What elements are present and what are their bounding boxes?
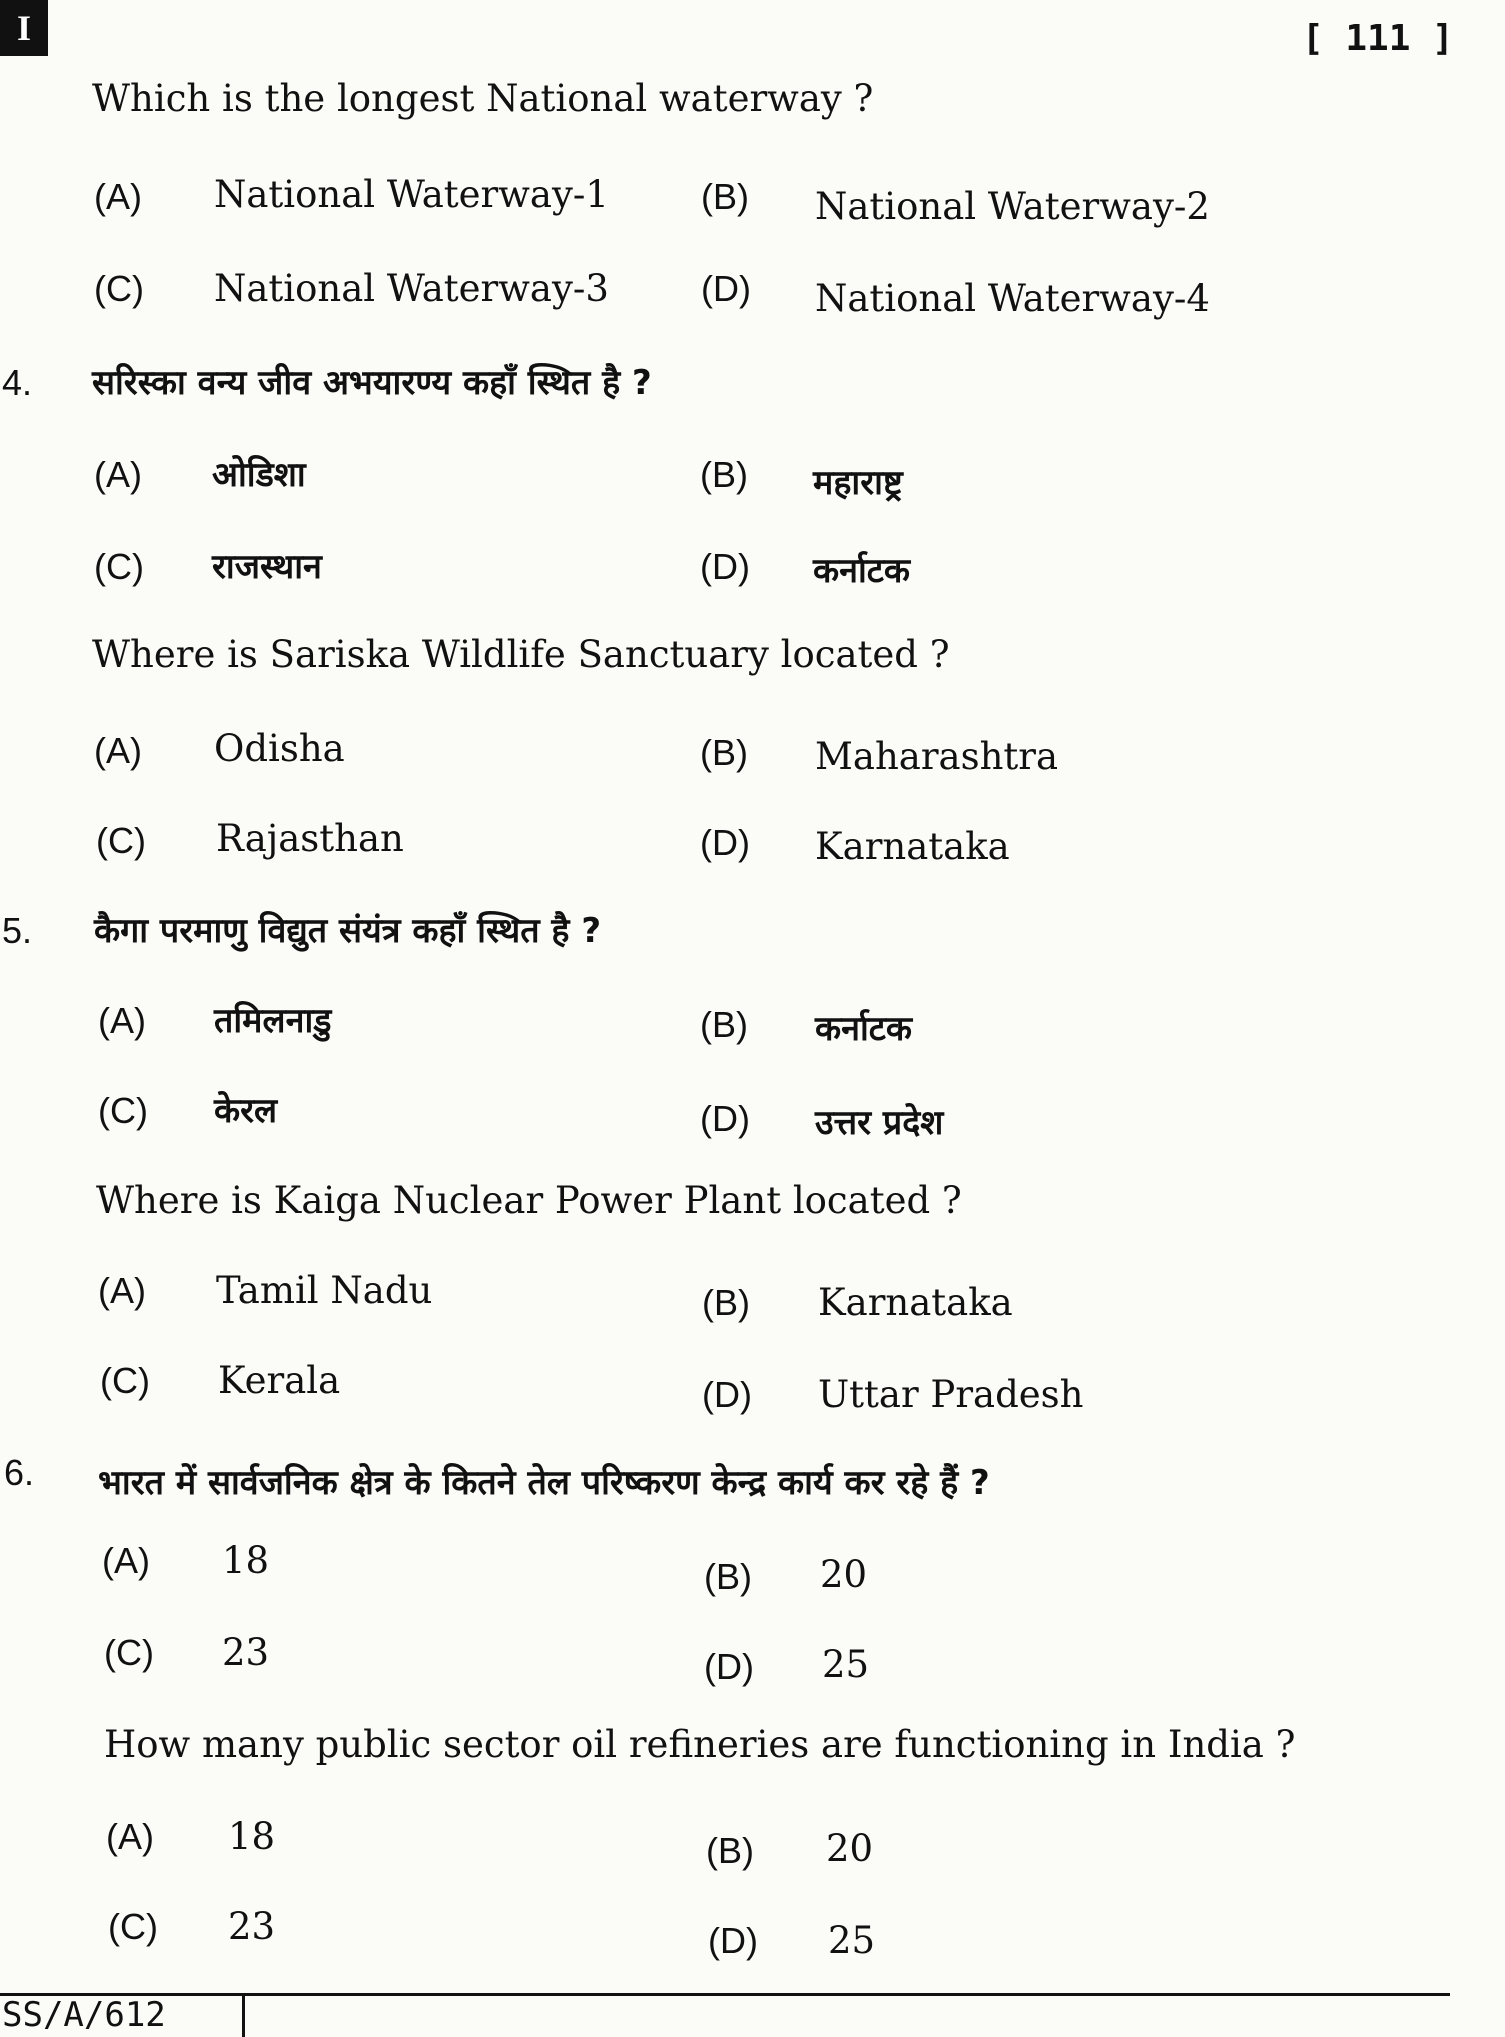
option-text: Tamil Nadu (216, 1269, 433, 1312)
option-letter: (C) (108, 1906, 158, 1947)
question-text: Which is the longest National waterway ? (92, 77, 874, 120)
corner-section-tab: I (0, 0, 48, 56)
option-letter: (C) (100, 1360, 150, 1401)
option-letter: (B) (700, 1004, 748, 1045)
question-text: Where is Kaiga Nuclear Power Plant located ? (96, 1179, 962, 1222)
question-number: 6. (4, 1452, 35, 1493)
option-letter: (A) (106, 1816, 154, 1857)
option-letter: (A) (94, 176, 142, 217)
option-letter: (C) (98, 1090, 148, 1131)
option-letter: (C) (94, 268, 144, 309)
question-text-hindi: भारत में सार्वजनिक क्षेत्र के कितने तेल परिष्करण केन्द्र कार्य कर रहे हैं ? (98, 1463, 990, 1503)
option-text-hindi: कर्नाटक (815, 1009, 913, 1049)
option-text: 25 (828, 1919, 876, 1962)
option-text-hindi: केरल (214, 1091, 278, 1131)
option-letter: (B) (700, 454, 748, 495)
option-text: 23 (222, 1631, 270, 1674)
option-text-hindi: ओडिशा (212, 455, 306, 495)
option-letter: (C) (94, 546, 144, 587)
option-letter: (D) (700, 822, 750, 863)
question-text: Where is Sariska Wildlife Sanctuary located ? (92, 633, 950, 676)
option-text: National Waterway-3 (214, 267, 609, 310)
option-letter: (B) (704, 1556, 752, 1597)
option-text: 20 (826, 1827, 874, 1870)
option-text: 25 (822, 1643, 870, 1686)
option-letter: (B) (706, 1830, 754, 1871)
option-letter: (D) (702, 1374, 752, 1415)
option-letter: (D) (700, 546, 750, 587)
option-text: Odisha (214, 727, 345, 770)
option-text: National Waterway-2 (815, 185, 1210, 228)
option-letter: (B) (701, 176, 749, 217)
question-text-hindi: सरिस्का वन्य जीव अभयारण्य कहाँ स्थित है ? (92, 363, 652, 403)
question-number: 4. (2, 362, 33, 403)
option-letter: (C) (104, 1632, 154, 1673)
option-text: Karnataka (818, 1281, 1013, 1324)
option-letter: (B) (700, 732, 748, 773)
option-text: 18 (222, 1539, 270, 1582)
option-letter: (D) (704, 1646, 754, 1687)
option-text: 18 (228, 1815, 276, 1858)
option-text: Kerala (218, 1359, 341, 1402)
option-text: National Waterway-1 (214, 173, 609, 216)
option-letter: (A) (98, 1000, 146, 1041)
option-text: Rajasthan (216, 817, 404, 860)
option-text-hindi: राजस्थान (212, 547, 322, 587)
option-text-hindi: उत्तर प्रदेश (815, 1103, 944, 1143)
option-letter: (D) (701, 268, 751, 309)
question-text-hindi: कैगा परमाणु विद्युत संयंत्र कहाँ स्थित है ? (94, 911, 602, 951)
option-text: Maharashtra (815, 735, 1059, 778)
paper-code: SS/A/612 (0, 1993, 245, 2037)
option-text: Karnataka (815, 825, 1010, 868)
question-text: How many public sector oil refineries are functioning in India ? (104, 1723, 1296, 1766)
option-letter: (D) (700, 1098, 750, 1139)
option-letter: (D) (708, 1920, 758, 1961)
question-number: 5. (2, 910, 33, 951)
option-text-hindi: कर्नाटक (813, 551, 911, 591)
option-letter: (A) (102, 1540, 150, 1581)
option-letter: (A) (94, 454, 142, 495)
option-text: 23 (228, 1905, 276, 1948)
option-text: National Waterway-4 (815, 277, 1210, 320)
option-letter: (B) (702, 1282, 750, 1323)
option-letter: (A) (94, 730, 142, 771)
option-text-hindi: तमिलनाडु (214, 1001, 332, 1041)
option-letter: (A) (98, 1270, 146, 1311)
option-text: 20 (820, 1553, 868, 1596)
page-number: [ 111 ] (1302, 18, 1454, 59)
option-letter: (C) (96, 820, 146, 861)
option-text-hindi: महाराष्ट्र (813, 463, 903, 503)
option-text: Uttar Pradesh (818, 1373, 1084, 1416)
